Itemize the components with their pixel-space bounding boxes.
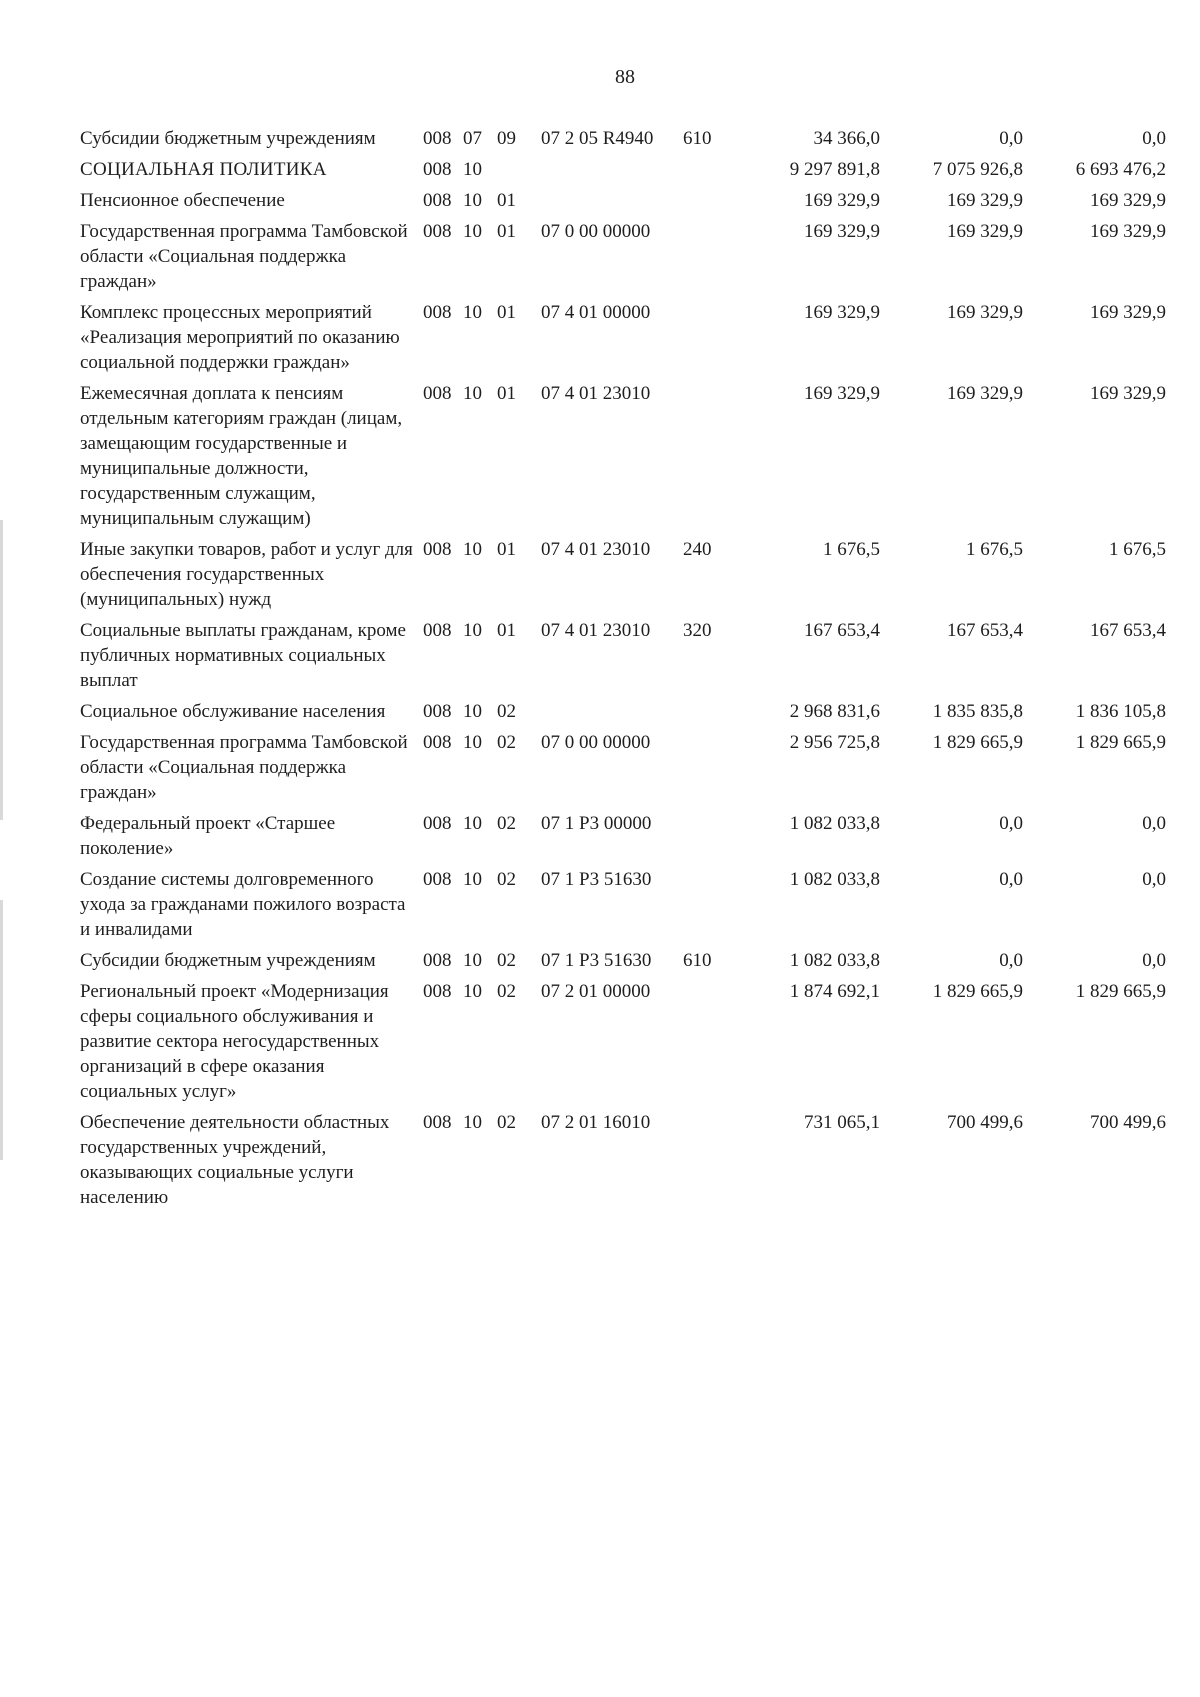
section-code: 10 bbox=[463, 159, 482, 180]
line-item-name: Ежемесячная доплата к пенсиям отдельным категориям граждан (лицам, замещающим государственные и муниципальные должности, государственным служащим, муниципальным служащим) bbox=[80, 383, 403, 529]
target-item-code: 07 1 Р3 51630 bbox=[541, 869, 652, 890]
line-item-name: Государственная программа Тамбовской области «Социальная поддержка граждан» bbox=[80, 732, 408, 803]
amount-year-1: 9 297 891,8 bbox=[789, 159, 880, 180]
table-row bbox=[80, 300, 1166, 381]
expense-type-code: 240 bbox=[683, 539, 712, 560]
subsection-code: 01 bbox=[497, 190, 516, 211]
table-row bbox=[80, 537, 1166, 618]
amount-year-2: 0,0 bbox=[999, 950, 1023, 971]
table-row bbox=[80, 948, 1166, 979]
ministry-code: 008 bbox=[423, 383, 452, 404]
section-code: 10 bbox=[463, 1112, 482, 1133]
ministry-code: 008 bbox=[423, 950, 452, 971]
expense-type-code bbox=[683, 699, 738, 730]
section-code: 10 bbox=[463, 869, 482, 890]
subsection-code: 01 bbox=[497, 539, 516, 560]
subsection-code: 02 bbox=[497, 950, 516, 971]
amount-year-1: 169 329,9 bbox=[804, 383, 880, 404]
section-code: 10 bbox=[463, 732, 482, 753]
table-row bbox=[80, 730, 1166, 811]
line-item-name: Социальные выплаты гражданам, кроме публичных нормативных социальных выплат bbox=[80, 620, 406, 691]
table-row bbox=[80, 979, 1166, 1110]
ministry-code: 008 bbox=[423, 869, 452, 890]
ministry-code: 008 bbox=[423, 732, 452, 753]
amount-year-2: 169 329,9 bbox=[947, 302, 1023, 323]
line-item-name: Субсидии бюджетным учреждениям bbox=[80, 128, 376, 149]
target-item-code: 07 0 00 00000 bbox=[541, 221, 651, 242]
expense-type-code: 610 bbox=[683, 128, 712, 149]
ministry-code: 008 bbox=[423, 128, 452, 149]
amount-year-1: 2 968 831,6 bbox=[789, 701, 880, 722]
subsection-code: 01 bbox=[497, 383, 516, 404]
amount-year-1: 1 082 033,8 bbox=[789, 869, 880, 890]
table-row bbox=[80, 867, 1166, 948]
amount-year-2: 1 829 665,9 bbox=[932, 981, 1023, 1002]
ministry-code: 008 bbox=[423, 302, 452, 323]
expense-type-code bbox=[683, 730, 738, 811]
ministry-code: 008 bbox=[423, 221, 452, 242]
amount-year-3: 0,0 bbox=[1142, 813, 1166, 834]
expense-type-code: 320 bbox=[683, 620, 712, 641]
target-item-code: 07 4 01 00000 bbox=[541, 302, 651, 323]
amount-year-2: 169 329,9 bbox=[947, 221, 1023, 242]
table-row bbox=[80, 618, 1166, 699]
ministry-code: 008 bbox=[423, 813, 452, 834]
table-row bbox=[80, 1110, 1166, 1216]
amount-year-3: 6 693 476,2 bbox=[1075, 159, 1166, 180]
amount-year-3: 1 829 665,9 bbox=[1075, 732, 1166, 753]
table-row bbox=[80, 188, 1166, 219]
section-code: 10 bbox=[463, 813, 482, 834]
amount-year-1: 1 082 033,8 bbox=[789, 950, 880, 971]
target-item-code: 07 0 00 00000 bbox=[541, 732, 651, 753]
amount-year-3: 700 499,6 bbox=[1090, 1112, 1166, 1133]
scan-edge-mark bbox=[0, 520, 3, 820]
section-code: 10 bbox=[463, 701, 482, 722]
budget-table bbox=[80, 126, 1166, 1216]
line-item-name: Социальное обслуживание населения bbox=[80, 701, 386, 722]
expense-type-code bbox=[683, 219, 738, 300]
line-item-name: Иные закупки товаров, работ и услуг для обеспечения государственных (муниципальных) нужд bbox=[80, 539, 413, 610]
amount-year-2: 167 653,4 bbox=[947, 620, 1023, 641]
target-item-code bbox=[541, 188, 683, 219]
subsection-code: 01 bbox=[497, 302, 516, 323]
line-item-name: Создание системы долговременного ухода за гражданами пожилого возраста и инвалидами bbox=[80, 869, 406, 940]
ministry-code: 008 bbox=[423, 159, 452, 180]
amount-year-2: 0,0 bbox=[999, 813, 1023, 834]
target-item-code: 07 1 Р3 00000 bbox=[541, 813, 652, 834]
expense-type-code bbox=[683, 867, 738, 948]
section-code: 10 bbox=[463, 981, 482, 1002]
table-row bbox=[80, 811, 1166, 867]
section-code: 10 bbox=[463, 190, 482, 211]
expense-type-code bbox=[683, 157, 738, 188]
ministry-code: 008 bbox=[423, 701, 452, 722]
target-item-code bbox=[541, 157, 683, 188]
amount-year-3: 1 829 665,9 bbox=[1075, 981, 1166, 1002]
amount-year-1: 1 874 692,1 bbox=[789, 981, 880, 1002]
ministry-code: 008 bbox=[423, 620, 452, 641]
subsection-code: 01 bbox=[497, 221, 516, 242]
amount-year-2: 169 329,9 bbox=[947, 190, 1023, 211]
subsection-code: 02 bbox=[497, 1112, 516, 1133]
amount-year-1: 34 366,0 bbox=[813, 128, 880, 149]
line-item-name: Региональный проект «Модернизация сферы социального обслуживания и развитие сектора негосударственных организаций в сфере оказания социальных услуг» bbox=[80, 981, 389, 1102]
line-item-name: Комплекс процессных мероприятий «Реализация мероприятий по оказанию социальной поддержки граждан» bbox=[80, 302, 400, 373]
line-item-name: СОЦИАЛЬНАЯ ПОЛИТИКА bbox=[80, 159, 327, 180]
amount-year-1: 167 653,4 bbox=[804, 620, 880, 641]
amount-year-3: 169 329,9 bbox=[1090, 302, 1166, 323]
amount-year-1: 1 676,5 bbox=[823, 539, 880, 560]
expense-type-code bbox=[683, 300, 738, 381]
amount-year-2: 0,0 bbox=[999, 128, 1023, 149]
amount-year-3: 1 836 105,8 bbox=[1075, 701, 1166, 722]
amount-year-1: 169 329,9 bbox=[804, 190, 880, 211]
amount-year-1: 731 065,1 bbox=[804, 1112, 880, 1133]
line-item-name: Федеральный проект «Старшее поколение» bbox=[80, 813, 336, 859]
scan-edge-mark bbox=[0, 900, 3, 1160]
expense-type-code: 610 bbox=[683, 950, 712, 971]
table-row bbox=[80, 381, 1166, 537]
amount-year-2: 0,0 bbox=[999, 869, 1023, 890]
subsection-code: 02 bbox=[497, 813, 516, 834]
amount-year-1: 2 956 725,8 bbox=[789, 732, 880, 753]
expense-type-code bbox=[683, 381, 738, 537]
subsection-code bbox=[497, 157, 541, 188]
target-item-code: 07 2 01 16010 bbox=[541, 1112, 651, 1133]
section-code: 10 bbox=[463, 950, 482, 971]
amount-year-1: 169 329,9 bbox=[804, 221, 880, 242]
subsection-code: 01 bbox=[497, 620, 516, 641]
subsection-code: 02 bbox=[497, 981, 516, 1002]
budget-table-body bbox=[80, 126, 1166, 1216]
ministry-code: 008 bbox=[423, 981, 452, 1002]
section-code: 10 bbox=[463, 221, 482, 242]
section-code: 10 bbox=[463, 539, 482, 560]
amount-year-3: 167 653,4 bbox=[1090, 620, 1166, 641]
amount-year-3: 0,0 bbox=[1142, 950, 1166, 971]
section-code: 10 bbox=[463, 383, 482, 404]
table-row bbox=[80, 126, 1166, 157]
ministry-code: 008 bbox=[423, 190, 452, 211]
expense-type-code bbox=[683, 979, 738, 1110]
amount-year-2: 169 329,9 bbox=[947, 383, 1023, 404]
subsection-code: 02 bbox=[497, 732, 516, 753]
page-number: 88 bbox=[615, 66, 635, 88]
target-item-code: 07 4 01 23010 bbox=[541, 539, 651, 560]
target-item-code: 07 4 01 23010 bbox=[541, 620, 651, 641]
target-item-code: 07 4 01 23010 bbox=[541, 383, 651, 404]
target-item-code: 07 2 01 00000 bbox=[541, 981, 651, 1002]
amount-year-1: 169 329,9 bbox=[804, 302, 880, 323]
table-row bbox=[80, 219, 1166, 300]
amount-year-3: 169 329,9 bbox=[1090, 221, 1166, 242]
expense-type-code bbox=[683, 1110, 738, 1216]
section-code: 10 bbox=[463, 302, 482, 323]
subsection-code: 02 bbox=[497, 869, 516, 890]
subsection-code: 02 bbox=[497, 701, 516, 722]
ministry-code: 008 bbox=[423, 1112, 452, 1133]
target-item-code: 07 2 05 R4940 bbox=[541, 128, 654, 149]
amount-year-3: 169 329,9 bbox=[1090, 190, 1166, 211]
target-item-code: 07 1 Р3 51630 bbox=[541, 950, 652, 971]
ministry-code: 008 bbox=[423, 539, 452, 560]
amount-year-2: 1 676,5 bbox=[966, 539, 1023, 560]
section-code: 10 bbox=[463, 620, 482, 641]
section-code: 07 bbox=[463, 128, 482, 149]
amount-year-3: 1 676,5 bbox=[1109, 539, 1166, 560]
expense-type-code bbox=[683, 188, 738, 219]
amount-year-3: 0,0 bbox=[1142, 869, 1166, 890]
amount-year-3: 0,0 bbox=[1142, 128, 1166, 149]
amount-year-2: 1 829 665,9 bbox=[932, 732, 1023, 753]
line-item-name: Субсидии бюджетным учреждениям bbox=[80, 950, 376, 971]
amount-year-2: 7 075 926,8 bbox=[932, 159, 1023, 180]
expense-type-code bbox=[683, 811, 738, 867]
table-row bbox=[80, 699, 1166, 730]
subsection-code: 09 bbox=[497, 128, 516, 149]
table-row bbox=[80, 157, 1166, 188]
amount-year-1: 1 082 033,8 bbox=[789, 813, 880, 834]
line-item-name: Государственная программа Тамбовской области «Социальная поддержка граждан» bbox=[80, 221, 408, 292]
amount-year-2: 1 835 835,8 bbox=[932, 701, 1023, 722]
amount-year-3: 169 329,9 bbox=[1090, 383, 1166, 404]
target-item-code bbox=[541, 699, 683, 730]
line-item-name: Пенсионное обеспечение bbox=[80, 190, 285, 211]
amount-year-2: 700 499,6 bbox=[947, 1112, 1023, 1133]
line-item-name: Обеспечение деятельности областных государственных учреждений, оказывающих социальные услуги населению bbox=[80, 1112, 390, 1208]
